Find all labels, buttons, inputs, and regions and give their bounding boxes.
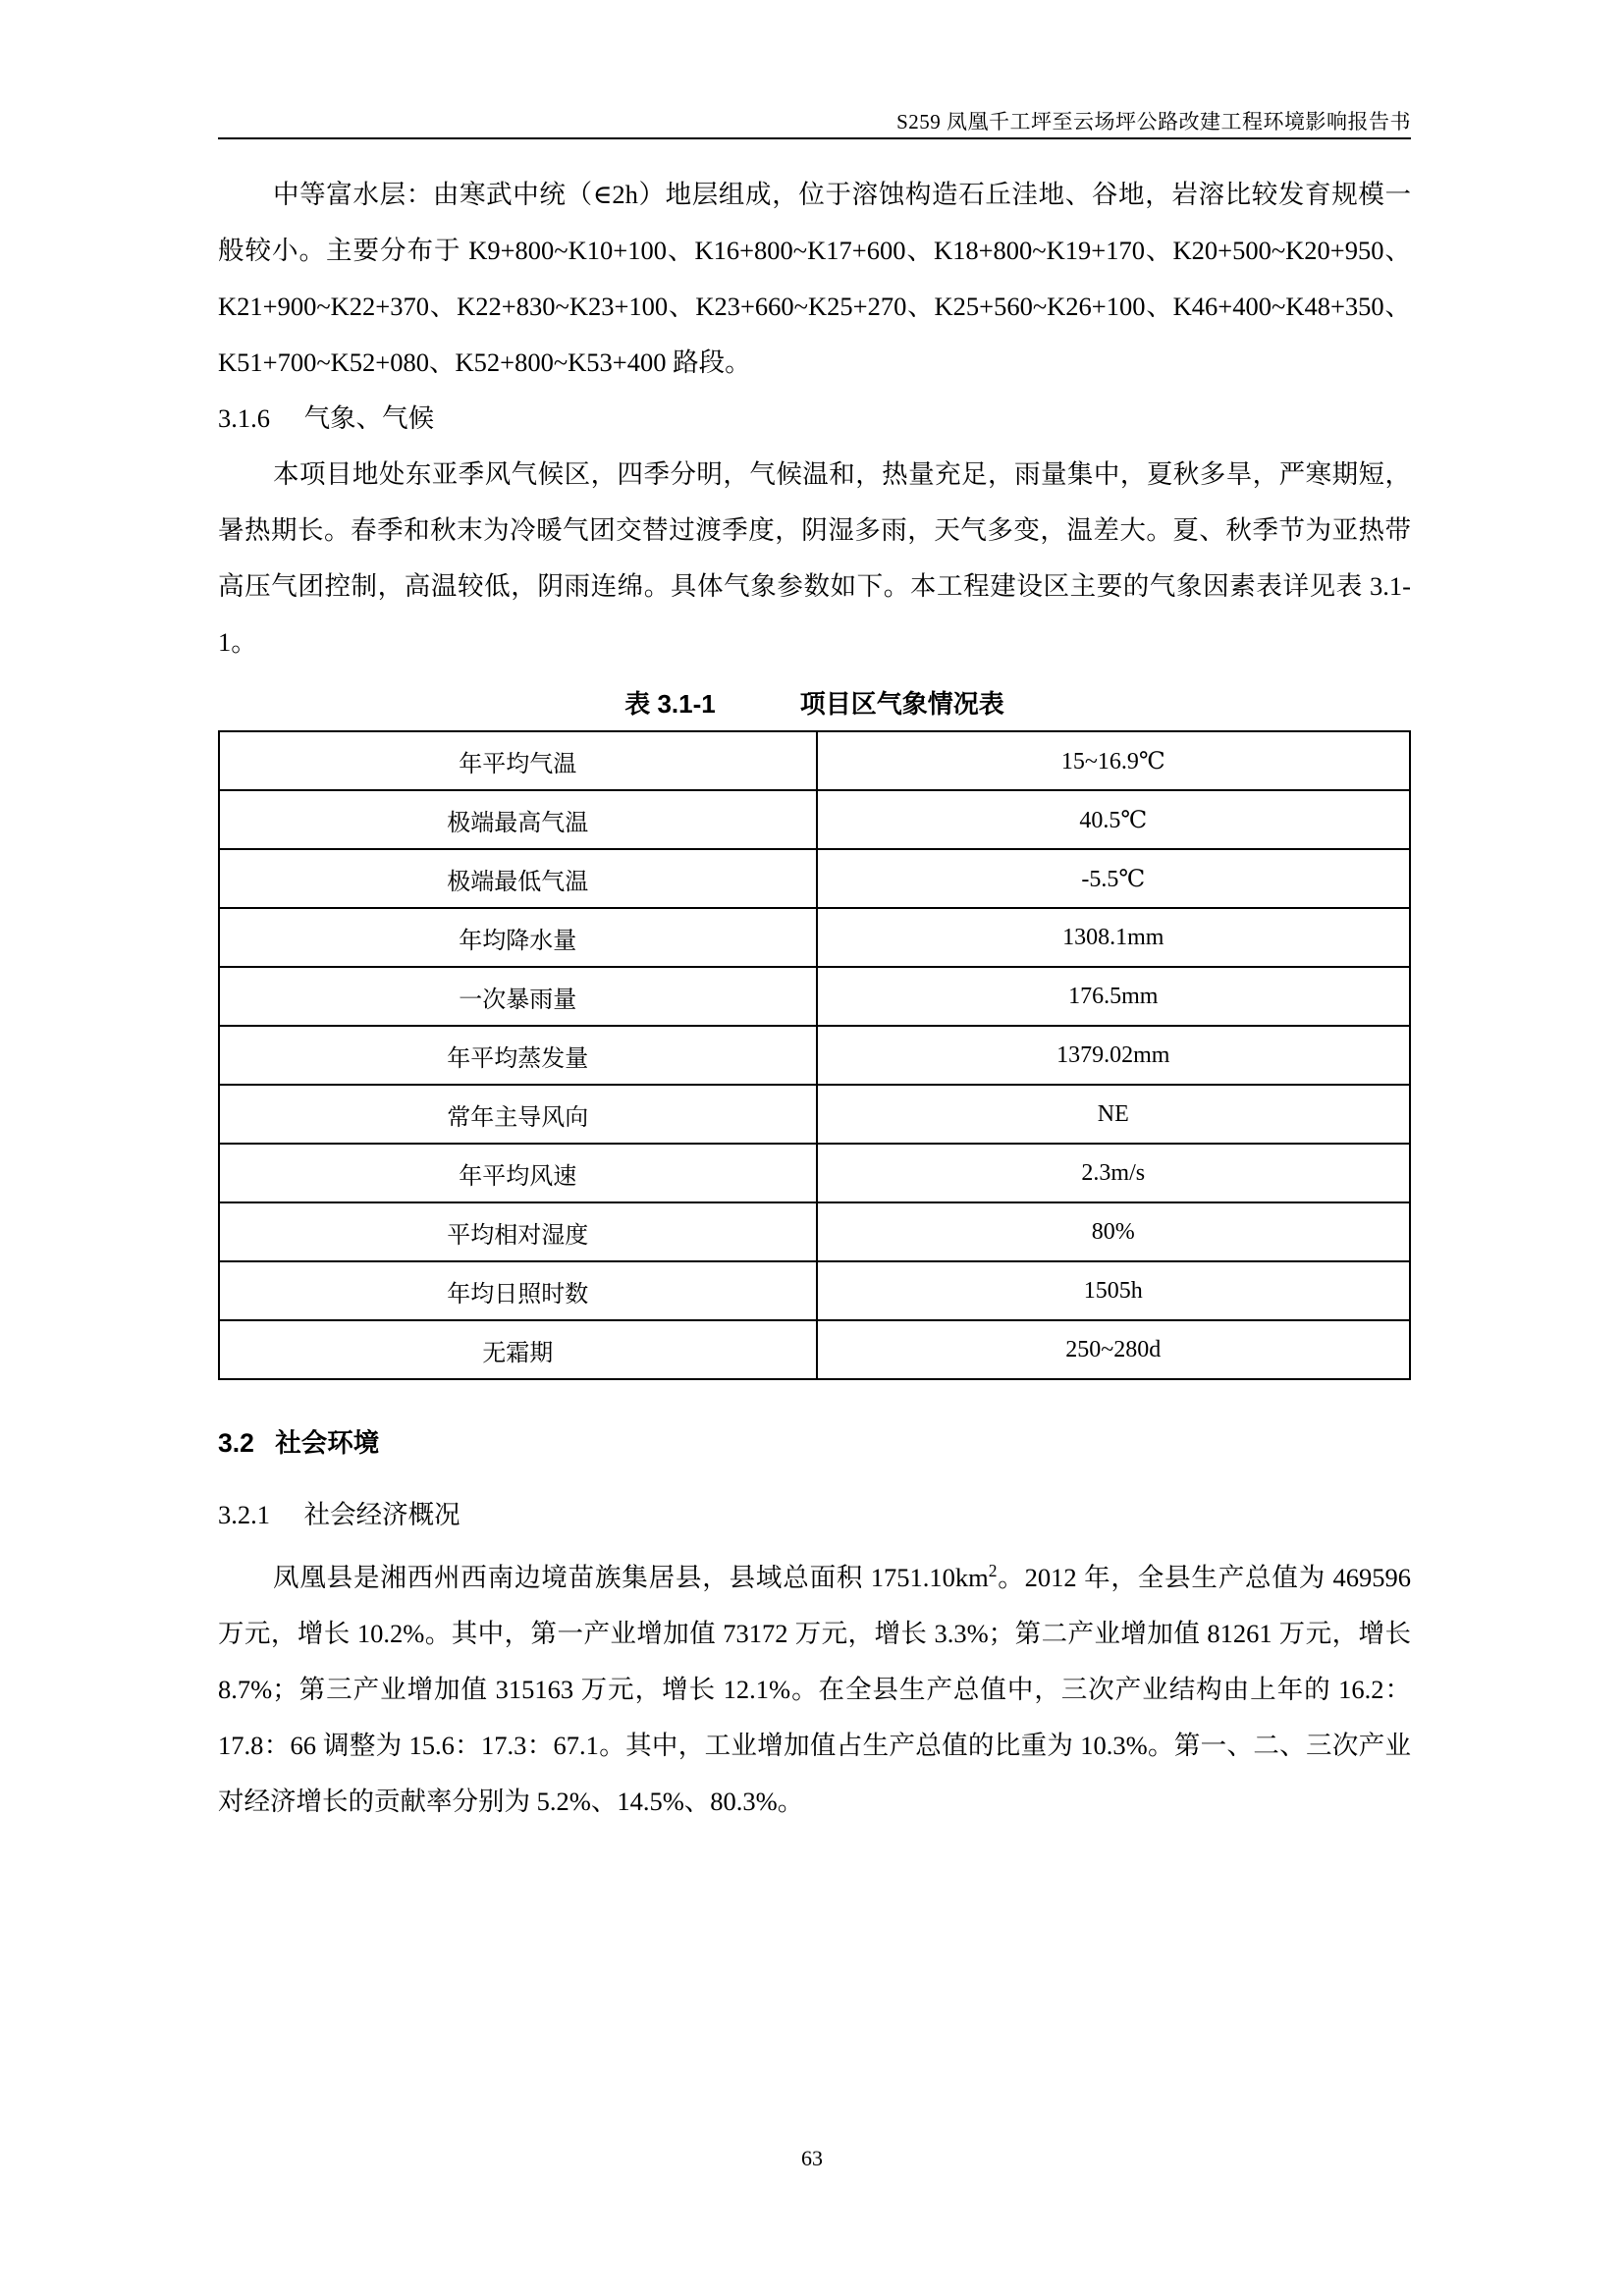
table-cell-label: 平均相对湿度 [219, 1202, 817, 1261]
table-row [219, 908, 1410, 967]
table-cell-label: 常年主导风向 [219, 1085, 817, 1144]
header-title: S259 凤凰千工坪至云场坪公路改建工程环境影响报告书 [896, 110, 1411, 133]
table-row [219, 731, 1410, 790]
table-cell-label: 年平均气温 [219, 731, 817, 790]
table-cell-label: 极端最低气温 [219, 849, 817, 908]
paragraph-economy-part1: 凤凰县是湘西州西南边境苗族集居县，县域总面积 1751.10km [273, 1562, 989, 1592]
table-cell-value: 1505h [817, 1261, 1411, 1320]
table-cell-label: 年平均蒸发量 [219, 1026, 817, 1085]
heading-3-1-6-number: 3.1.6 [218, 403, 270, 433]
paragraph-economy-part2: 。2012 年，全县生产总值为 469596 万元，增长 10.2%。其中，第一产业增加值 73172 万元，增长 3.3%；第二产业增加值 81261 万元，增长 8.7%；第三产业增加值 315163 万元，增长 12.1%。在全县生产总值中，三次产业结构由上年的 16.2：17.8：66 调整为 15.6：17.3：67.1。其中，工业增加值占生产总值的比重为 10.3%。第一、二、三次产业对经济增长的贡献率分别为 5.2%、14.5%、80.3%。 [218, 1562, 1411, 1816]
climate-table [218, 730, 1411, 1380]
table-cell-value: 176.5mm [817, 967, 1411, 1026]
table-cell-value: 40.5℃ [817, 790, 1411, 849]
table-row [219, 1144, 1410, 1202]
header-divider [218, 137, 1411, 139]
table-cell-label: 极端最高气温 [219, 790, 817, 849]
table-row [219, 1085, 1410, 1144]
heading-3-2-1-number: 3.2.1 [218, 1500, 270, 1529]
paragraph-climate: 本项目地处东亚季风气候区，四季分明，气候温和，热量充足，雨量集中，夏秋多旱，严寒期短，暑热期长。春季和秋末为冷暖气团交替过渡季度，阴湿多雨，天气多变，温差大。夏、秋季节为亚热带高压气团控制，高温较低，阴雨连绵。具体气象参数如下。本工程建设区主要的气象因素表详见表 3.1-1。 [218, 459, 1411, 657]
heading-3-1-6-title: 气象、气候 [303, 403, 435, 433]
paragraph-economy-superscript: 2 [988, 1561, 998, 1580]
heading-3-2 [218, 1415, 1411, 1471]
table-row [219, 790, 1410, 849]
paragraph-economy [218, 1543, 1411, 1830]
table-caption [218, 684, 1411, 721]
table-caption-title: 项目区气象情况表 [799, 689, 1004, 719]
heading-3-2-number: 3.2 [218, 1428, 254, 1458]
table-cell-value: NE [817, 1085, 1411, 1144]
table-cell-value: 15~16.9℃ [817, 731, 1411, 790]
table-cell-value: 1308.1mm [817, 908, 1411, 967]
table-row [219, 1202, 1410, 1261]
heading-3-2-1 [218, 1487, 1411, 1543]
heading-3-2-1-title: 社会经济概况 [303, 1500, 460, 1529]
table-cell-value: 2.3m/s [817, 1144, 1411, 1202]
heading-3-2-title: 社会环境 [275, 1428, 380, 1458]
table-caption-label: 表 3.1-1 [624, 689, 716, 719]
table-row [219, 849, 1410, 908]
table-row [219, 1026, 1410, 1085]
table-row [219, 967, 1410, 1026]
table-cell-label: 年均日照时数 [219, 1261, 817, 1320]
paragraph-aquifer: 中等富水层：由寒武中统（∈2h）地层组成，位于溶蚀构造石丘洼地、谷地，岩溶比较发育规模一般较小。主要分布于 K9+800~K10+100、K16+800~K17+600、K18+800~K19+170、K20+500~K20+950、K21+900~K22+370、K22+830~K23+100、K23+660~K25+270、K25+560~K26+100、K46+400~K48+350、K51+700~K52+080、K52+800~K53+400 路段。 [218, 180, 1411, 377]
page-header [218, 106, 1411, 135]
table-cell-label: 一次暴雨量 [219, 967, 817, 1026]
page-number: 63 [801, 2146, 823, 2170]
page-content [218, 167, 1411, 1830]
table-row [219, 1320, 1410, 1379]
climate-table-body [219, 731, 1410, 1379]
table-cell-label: 年平均风速 [219, 1144, 817, 1202]
heading-3-1-6 [218, 391, 1411, 447]
table-row [219, 1261, 1410, 1320]
table-cell-value: 1379.02mm [817, 1026, 1411, 1085]
table-cell-value: 250~280d [817, 1320, 1411, 1379]
table-cell-label: 年均降水量 [219, 908, 817, 967]
table-cell-label: 无霜期 [219, 1320, 817, 1379]
table-cell-value: 80% [817, 1202, 1411, 1261]
table-cell-value: -5.5℃ [817, 849, 1411, 908]
